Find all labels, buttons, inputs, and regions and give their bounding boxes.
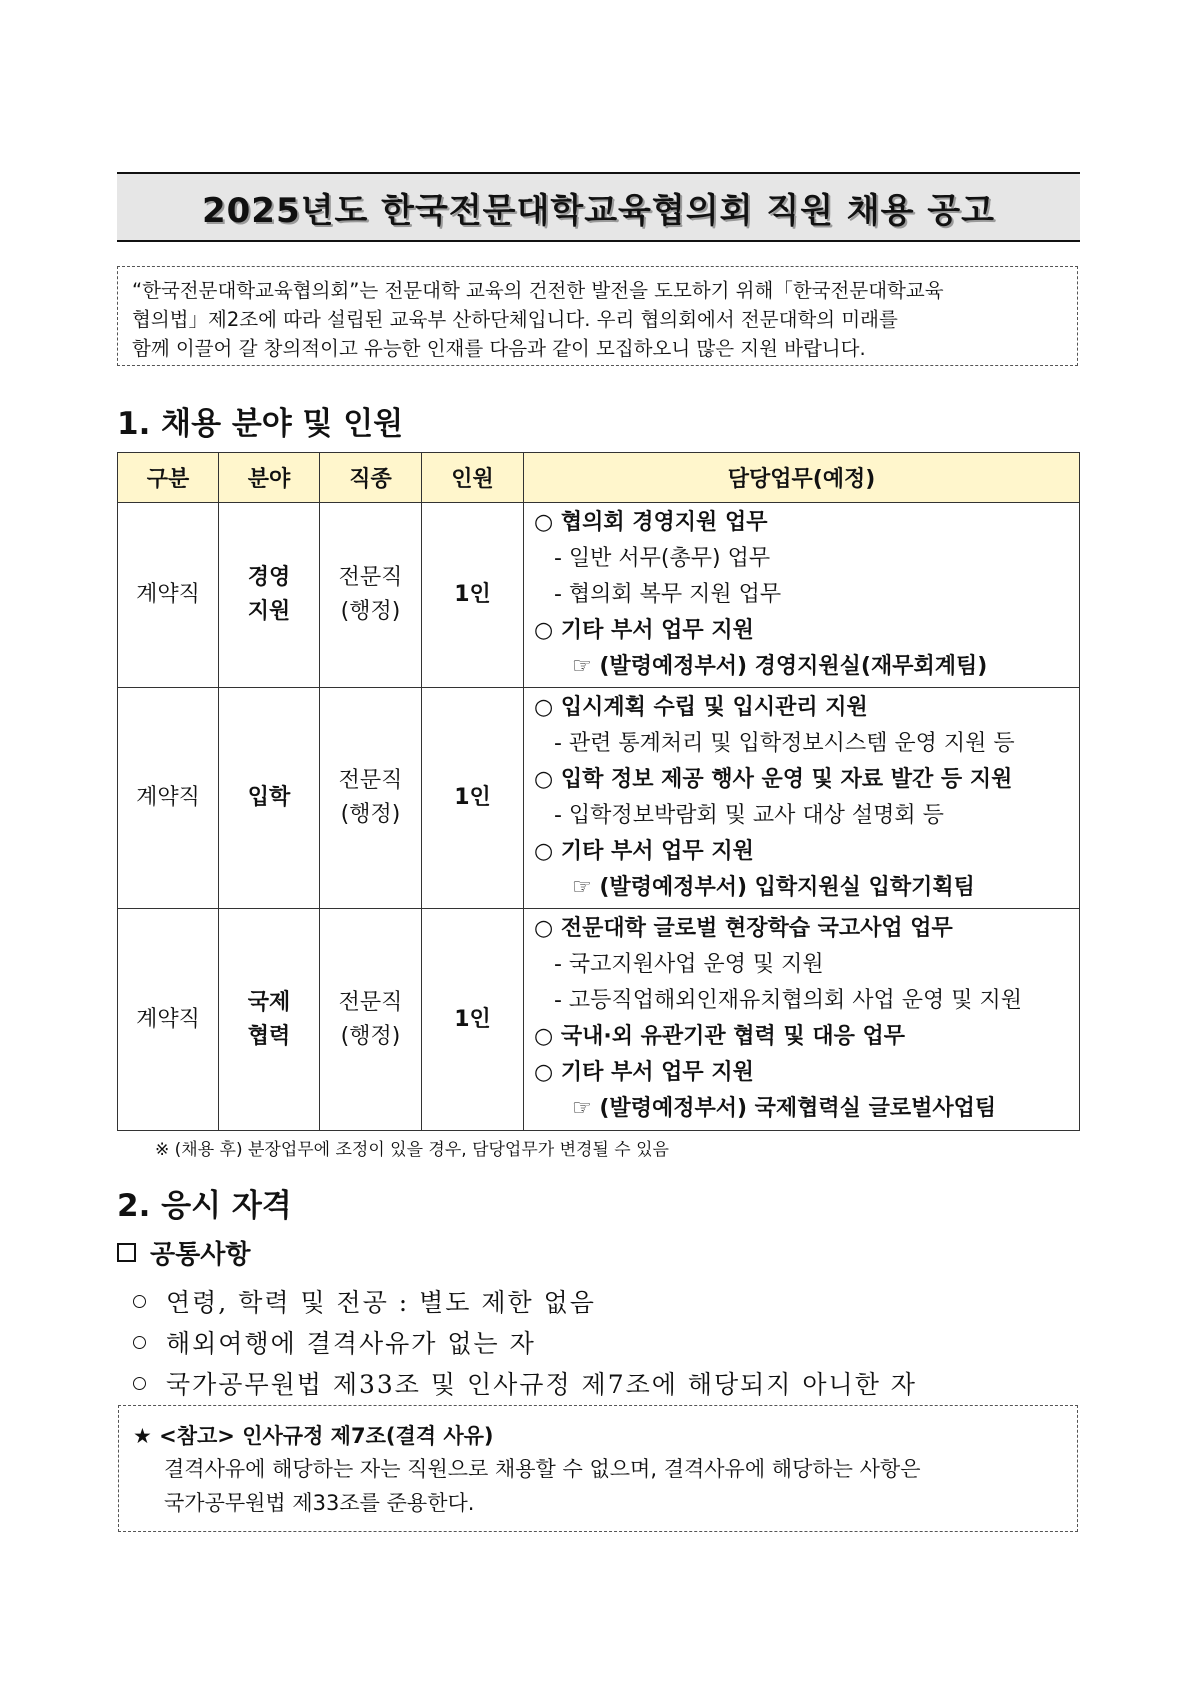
duty-item: ○ 기타 부서 업무 지원 (534, 1060, 754, 1085)
field-line: 국제 (247, 989, 291, 1015)
list-item (133, 1364, 917, 1405)
assigned-department: ☞ (발령예정부서) 경영지원실(재무회계팀) (572, 654, 988, 679)
table-row (118, 688, 1080, 909)
job-line: 전문직 (338, 768, 403, 793)
duty-item: ○ 입시계획 수립 및 입시관리 지원 (534, 695, 868, 720)
type-cell: 계약직 (118, 688, 219, 909)
reference-title: ★ <참고> 인사규정 제7조(결격 사유) (133, 1424, 494, 1448)
duties-cell (524, 909, 1080, 1131)
list-item (133, 1323, 917, 1364)
section-heading-qualifications: 2. 응시 자격 (117, 1188, 292, 1224)
list-item-text: 국가공무원법 제33조 및 인사규정 제7조에 해당되지 아니한 자 (166, 1370, 917, 1399)
header-cell: 구분 (118, 453, 219, 503)
count-cell: 1인 (422, 503, 524, 688)
duty-subitem: - 협의회 복무 지원 업무 (554, 582, 782, 607)
assigned-department: ☞ (발령예정부서) 국제협력실 글로벌사업팀 (572, 1096, 997, 1121)
subheading-label: 공통사항 (150, 1240, 251, 1270)
circle-bullet-icon (133, 1377, 146, 1390)
duty-subitem: - 입학정보박람회 및 교사 대상 설명회 등 (554, 803, 944, 828)
list-item-text: 해외여행에 결격사유가 없는 자 (166, 1329, 536, 1358)
circle-bullet-icon (133, 1336, 146, 1349)
qualification-list (133, 1282, 917, 1405)
duty-subitem: - 고등직업해외인재유치협의회 사업 운영 및 지원 (554, 988, 1022, 1013)
field-cell (219, 503, 320, 688)
job-line: (행정) (340, 599, 401, 624)
duty-subitem: - 일반 서무(총무) 업무 (554, 546, 771, 571)
intro-box (117, 266, 1078, 366)
title-banner (117, 172, 1080, 242)
field-line: 경영 (247, 565, 291, 590)
reference-line: 국가공무원법 제33조를 준용한다. (164, 1491, 475, 1515)
reference-box (118, 1405, 1078, 1532)
square-bullet-icon (117, 1243, 136, 1262)
duties-cell (524, 688, 1080, 909)
duty-item: ○ 기타 부서 업무 지원 (534, 618, 754, 643)
page-title: 2025년도 한국전문대학교육협의회 직원 채용 공고 (201, 190, 995, 231)
circle-bullet-icon (133, 1295, 146, 1308)
field-line: 지원 (247, 599, 291, 624)
table-footnote: ※ (채용 후) 분장업무에 조정이 있을 경우, 담당업무가 변경될 수 있음 (155, 1140, 669, 1160)
table-row (118, 503, 1080, 688)
reference-line: 결격사유에 해당하는 자는 직원으로 채용할 수 없으며, 결격사유에 해당하는 사항은 (164, 1457, 921, 1481)
field-cell (219, 688, 320, 909)
duty-item: ○ 전문대학 글로벌 현장학습 국고사업 업무 (534, 916, 953, 941)
header-cell: 인원 (422, 453, 524, 503)
intro-line: 협의법」제2조에 따라 설립된 교육부 산하단체입니다. 우리 협의회에서 전문대학의 미래를 (132, 308, 898, 331)
duty-subitem: - 국고지원사업 운영 및 지원 (554, 952, 824, 977)
assigned-department: ☞ (발령예정부서) 입학지원실 입학기획팀 (572, 875, 975, 900)
duties-cell (524, 503, 1080, 688)
field-cell (219, 909, 320, 1131)
duty-item: ○ 기타 부서 업무 지원 (534, 839, 754, 864)
duty-subitem: - 관련 통계처리 및 입학정보시스템 운영 지원 등 (554, 731, 1015, 756)
list-item (133, 1282, 917, 1323)
positions-table (117, 452, 1080, 1131)
job-line: 전문직 (338, 565, 403, 590)
job-line: 전문직 (338, 989, 403, 1015)
list-item-text: 연령, 학력 및 전공 : 별도 제한 없음 (166, 1288, 596, 1317)
count-cell: 1인 (422, 688, 524, 909)
header-cell: 담당업무(예정) (524, 453, 1080, 503)
duty-item: ○ 국내·외 유관기관 협력 및 대응 업무 (534, 1024, 906, 1049)
type-cell: 계약직 (118, 503, 219, 688)
job-line: (행정) (340, 802, 401, 827)
subheading-common (117, 1234, 250, 1271)
header-cell: 분야 (219, 453, 320, 503)
table-row (118, 909, 1080, 1131)
section-heading-positions: 1. 채용 분야 및 인원 (117, 406, 404, 442)
duty-item: ○ 협의회 경영지원 업무 (534, 510, 768, 535)
type-cell: 계약직 (118, 909, 219, 1131)
job-cell (320, 503, 422, 688)
intro-line: 함께 이끌어 갈 창의적이고 유능한 인재를 다음과 같이 모집하오니 많은 지원 바랍니다. (132, 337, 866, 360)
count-cell: 1인 (422, 909, 524, 1131)
duty-item: ○ 입학 정보 제공 행사 운영 및 자료 발간 등 지원 (534, 767, 1013, 792)
table-header-row (118, 453, 1080, 503)
job-line: (행정) (340, 1023, 401, 1049)
job-cell (320, 909, 422, 1131)
job-cell (320, 688, 422, 909)
field-line: 입학 (247, 785, 291, 810)
reference-body (133, 1452, 1061, 1520)
field-line: 협력 (247, 1023, 291, 1049)
header-cell: 직종 (320, 453, 422, 503)
intro-line: “한국전문대학교육협의회”는 전문대학 교육의 건전한 발전을 도모하기 위해「한국전문대학교육 (132, 279, 944, 302)
